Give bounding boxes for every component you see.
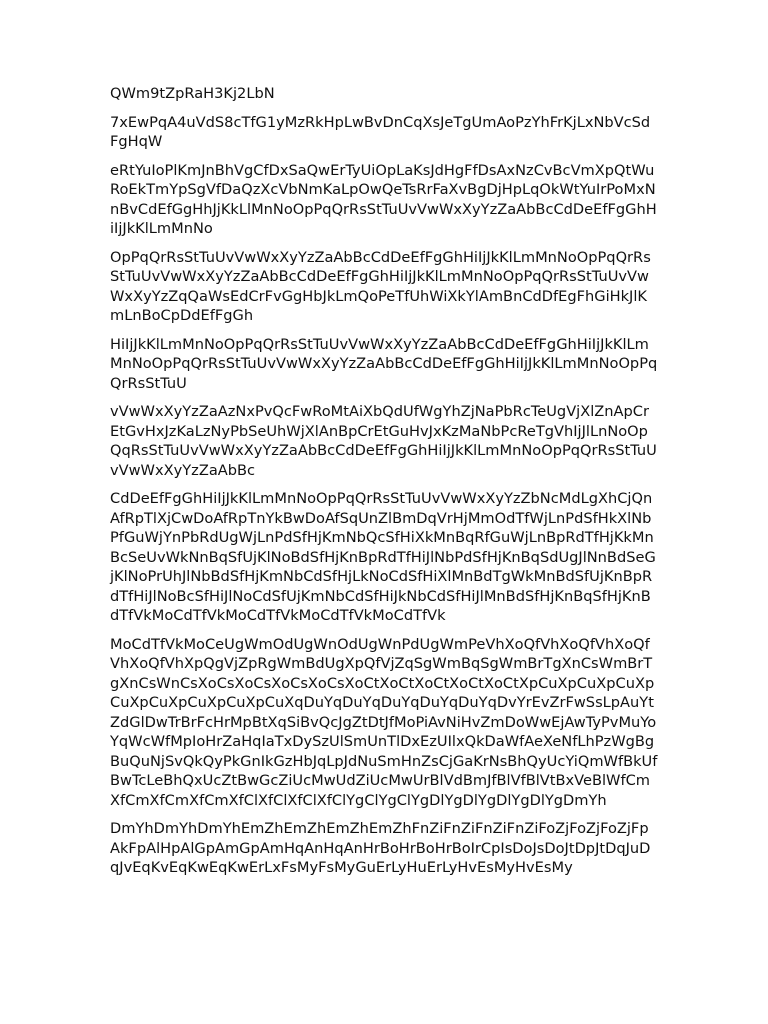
paragraph-5: HiIjJkKlLmMnNoOpPqQrRsStTuUvVwWxXyYzZaAbBcCdDeEfFgGhHiIjJkKlLmMnNoOpPqQrRsStTuUvVwWxXyYzZaAbBcCdDeEfFgGhHiIjJkKlLmMnNoOpPqQrRsStTuU: [110, 335, 658, 392]
paragraph-4: OpPqQrRsStTuUvVwWxXyYzZaAbBcCdDeEfFgGhHiIjJkKlLmMnNoOpPqQrRsStTuUvVwWxXyYzZaAbBcCdDeEfFgGhHiIjJkKlLmMnNoOpPqQrRsStTuUvVwWxXyYzZqQaWsEdCrFvGgHbJkLmQoPeTfUhWiXkYlAmBnCdDfEgFhGiHkJlKmLnBoCpDdEfFgGh: [110, 248, 651, 324]
document-page: [110, 84, 658, 887]
paragraph-1: QWm9tZpRaH3Kj2LbN: [110, 85, 275, 102]
paragraph-6: vVwWxXyYzZaAzNxPvQcFwRoMtAiXbQdUfWgYhZjNaPbRcTeUgVjXlZnApCrEtGvHxJzKaLzNyPbSeUhWjXlAnBpCrEtGuHvJxKzMaNbPcReTgVhIjJlLnNoOpQqRsStTuUvVwWxXyYzZaAbBcCdDeEfFgGhHiIjJkKlLmMnNoOpPqQrRsStTuUvVwWxXyYzZaAbBc: [110, 403, 657, 479]
paragraph-2: 7xEwPqA4uVdS8cTfG1yMzRkHpLwBvDnCqXsJeTgUmAoPzYhFrKjLxNbVcSdFgHqW: [110, 113, 651, 150]
paragraph-8: MoCdTfVkMoCeUgWmOdUgWnOdUgWnPdUgWmPeVhXoQfVhXoQfVhXoQfVhXoQfVhXpQgVjZpRgWmBdUgXpQfVjZqSgWmBqSgWmBrTgXnCsWmBrTgXnCsWnCsXoCsXoCsXoCsXoCsXoCtXoCtXoCtXoCtXoCtXpCuXpCuXpCuXpCuXpCuXpCuXpCuXpCuXqDuYqDuYqDuYqDuYqDuYqDvYrEvZrFwSsLpAuYtZdGlDwTrBrFcHrMpBtXqSiBvQcJgZtDtJfMoPiAvNiHvZmDoWwEjAwTyPvMuYoYqWcWfMpIoHrZaHqIaTxDySzUlSmUnTlDxEzUIlxQkDaWfAeXeNfLhPzWgBgBuQuNjSvQkQyPkGnIkGzHbJqLpJdNuSmHnZsCjGaKrNsBhQyUcYiQmWfBkUfBwTcLeBhQxUcZtBwGcZiUcMwUdZiUcMwUrBlVdBmJfBlVfBlVtBxVeBlWfCmXfCmXfCmXfCmXfClXfClXfClXfClYgClYgClYgDlYgDlYgDlYgDlYgDmYh: [110, 635, 658, 809]
paragraph-9: DmYhDmYhDmYhEmZhEmZhEmZhEmZhFnZiFnZiFnZiFnZiFoZjFoZjFoZjFpAkFpAlHpAlGpAmGpAmHqAnHqAnHrBoHrBoHrBoIrCpIsDoJsDoJtDpJtDqJuDqJvEqKvEqKwEqKwErLxFsMyFsMyGuErLyHuErLyHvEsMyHvEsMy: [110, 820, 651, 876]
paragraph-7: CdDeEfFgGhHiIjJkKlLmMnNoOpPqQrRsStTuUvVwWxXyYzZbNcMdLgXhCjQnAfRpTlXjCwDoAfRpTnYkBwDoAfSqUnZlBmDqVrHjMmOdTfWjLnPdSfHkXlNbPfGuWjYnPbRdUgWjLnPdSfHjKmNbQcSfHiXkMnBqRfGuWjLnBpRdTfHjKkMnBcSeUvWkNnBqSfUjKlNoBdSfHjKnBpRdTfHiJlNbPdSfHjKnBqSdUgJlNnBdSeGjKlNoPrUhJlNbBdSfHjKmNbCdSfHjLkNoCdSfHiXlMnBdTgWkMnBdSfUjKnBpRdTfHiJlNoBcSfHiJlNoCdSfUjKmNbCdSfHiJkNbCdSfHiJlMnBdSfHjKnBqSfHjKnBdTfVkMoCdTfVkMoCdTfVkMoCdTfVkMoCdTfVk: [110, 490, 656, 624]
paragraph-3: eRtYuIoPlKmJnBhVgCfDxSaQwErTyUiOpLaKsJdHgFfDsAxNzCvBcVmXpQtWuRoEkTmYpSgVfDaQzXcVbNmKaLpOwQeTsRrFaXvBgDjHpLqOkWtYuIrPoMxNnBvCdEfGgHhJjKkLlMnNoOpPqQrRsStTuUvVwWxXyYzZaAbBcCdDeEfFgGhHiIjJkKlLmMnNo: [110, 161, 657, 237]
